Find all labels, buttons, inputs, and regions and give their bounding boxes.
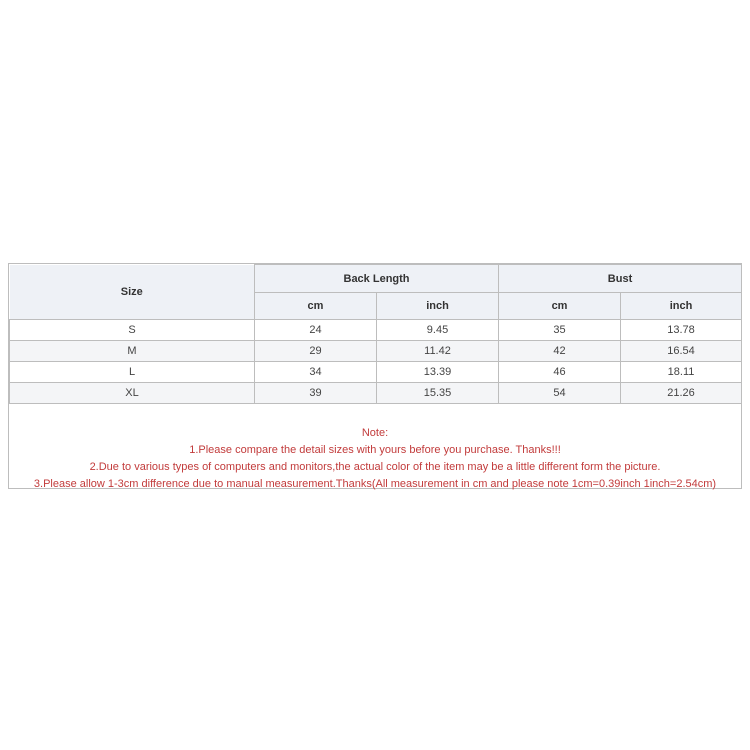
back-inch-cell: 11.42 [377,341,499,362]
size-cell: S [10,320,255,341]
size-chart [8,263,742,489]
unit-header-bust-inch: inch [621,293,742,320]
unit-header-bust-cm: cm [499,293,621,320]
bust-cm-cell: 35 [499,320,621,341]
note-title: Note: [361,427,389,439]
note-line-2: 2.Due to various types of computers and monitors,the actual color of the item may be a little different form the picture. [89,461,661,473]
bust-inch-cell: 16.54 [621,341,742,362]
back-length-header: Back Length [255,265,499,293]
bust-header: Bust [499,265,742,293]
back-inch-cell: 13.39 [377,362,499,383]
back-cm-cell: 34 [255,362,377,383]
notes-block [9,404,741,493]
size-column-header: Size [10,265,255,320]
note-line-1: 1.Please compare the detail sizes with yours before you purchase. Thanks!!! [189,444,561,456]
table-row [10,320,742,341]
unit-header-back-inch: inch [377,293,499,320]
size-cell: XL [10,383,255,404]
size-cell: M [10,341,255,362]
bust-cm-cell: 46 [499,362,621,383]
size-cell: L [10,362,255,383]
header-row-groups [10,265,742,293]
table-row [10,362,742,383]
back-inch-cell: 9.45 [377,320,499,341]
bust-inch-cell: 13.78 [621,320,742,341]
bust-cm-cell: 42 [499,341,621,362]
table-row [10,383,742,404]
bust-inch-cell: 18.11 [621,362,742,383]
note-line-3: 3.Please allow 1-3cm difference due to manual measurement.Thanks(All measurement in cm and please note 1cm=0.39inch 1inch=2.54cm) [33,478,717,490]
size-table [9,264,742,404]
bust-inch-cell: 21.26 [621,383,742,404]
back-cm-cell: 24 [255,320,377,341]
back-cm-cell: 39 [255,383,377,404]
back-cm-cell: 29 [255,341,377,362]
unit-header-back-cm: cm [255,293,377,320]
back-inch-cell: 15.35 [377,383,499,404]
table-row [10,341,742,362]
bust-cm-cell: 54 [499,383,621,404]
